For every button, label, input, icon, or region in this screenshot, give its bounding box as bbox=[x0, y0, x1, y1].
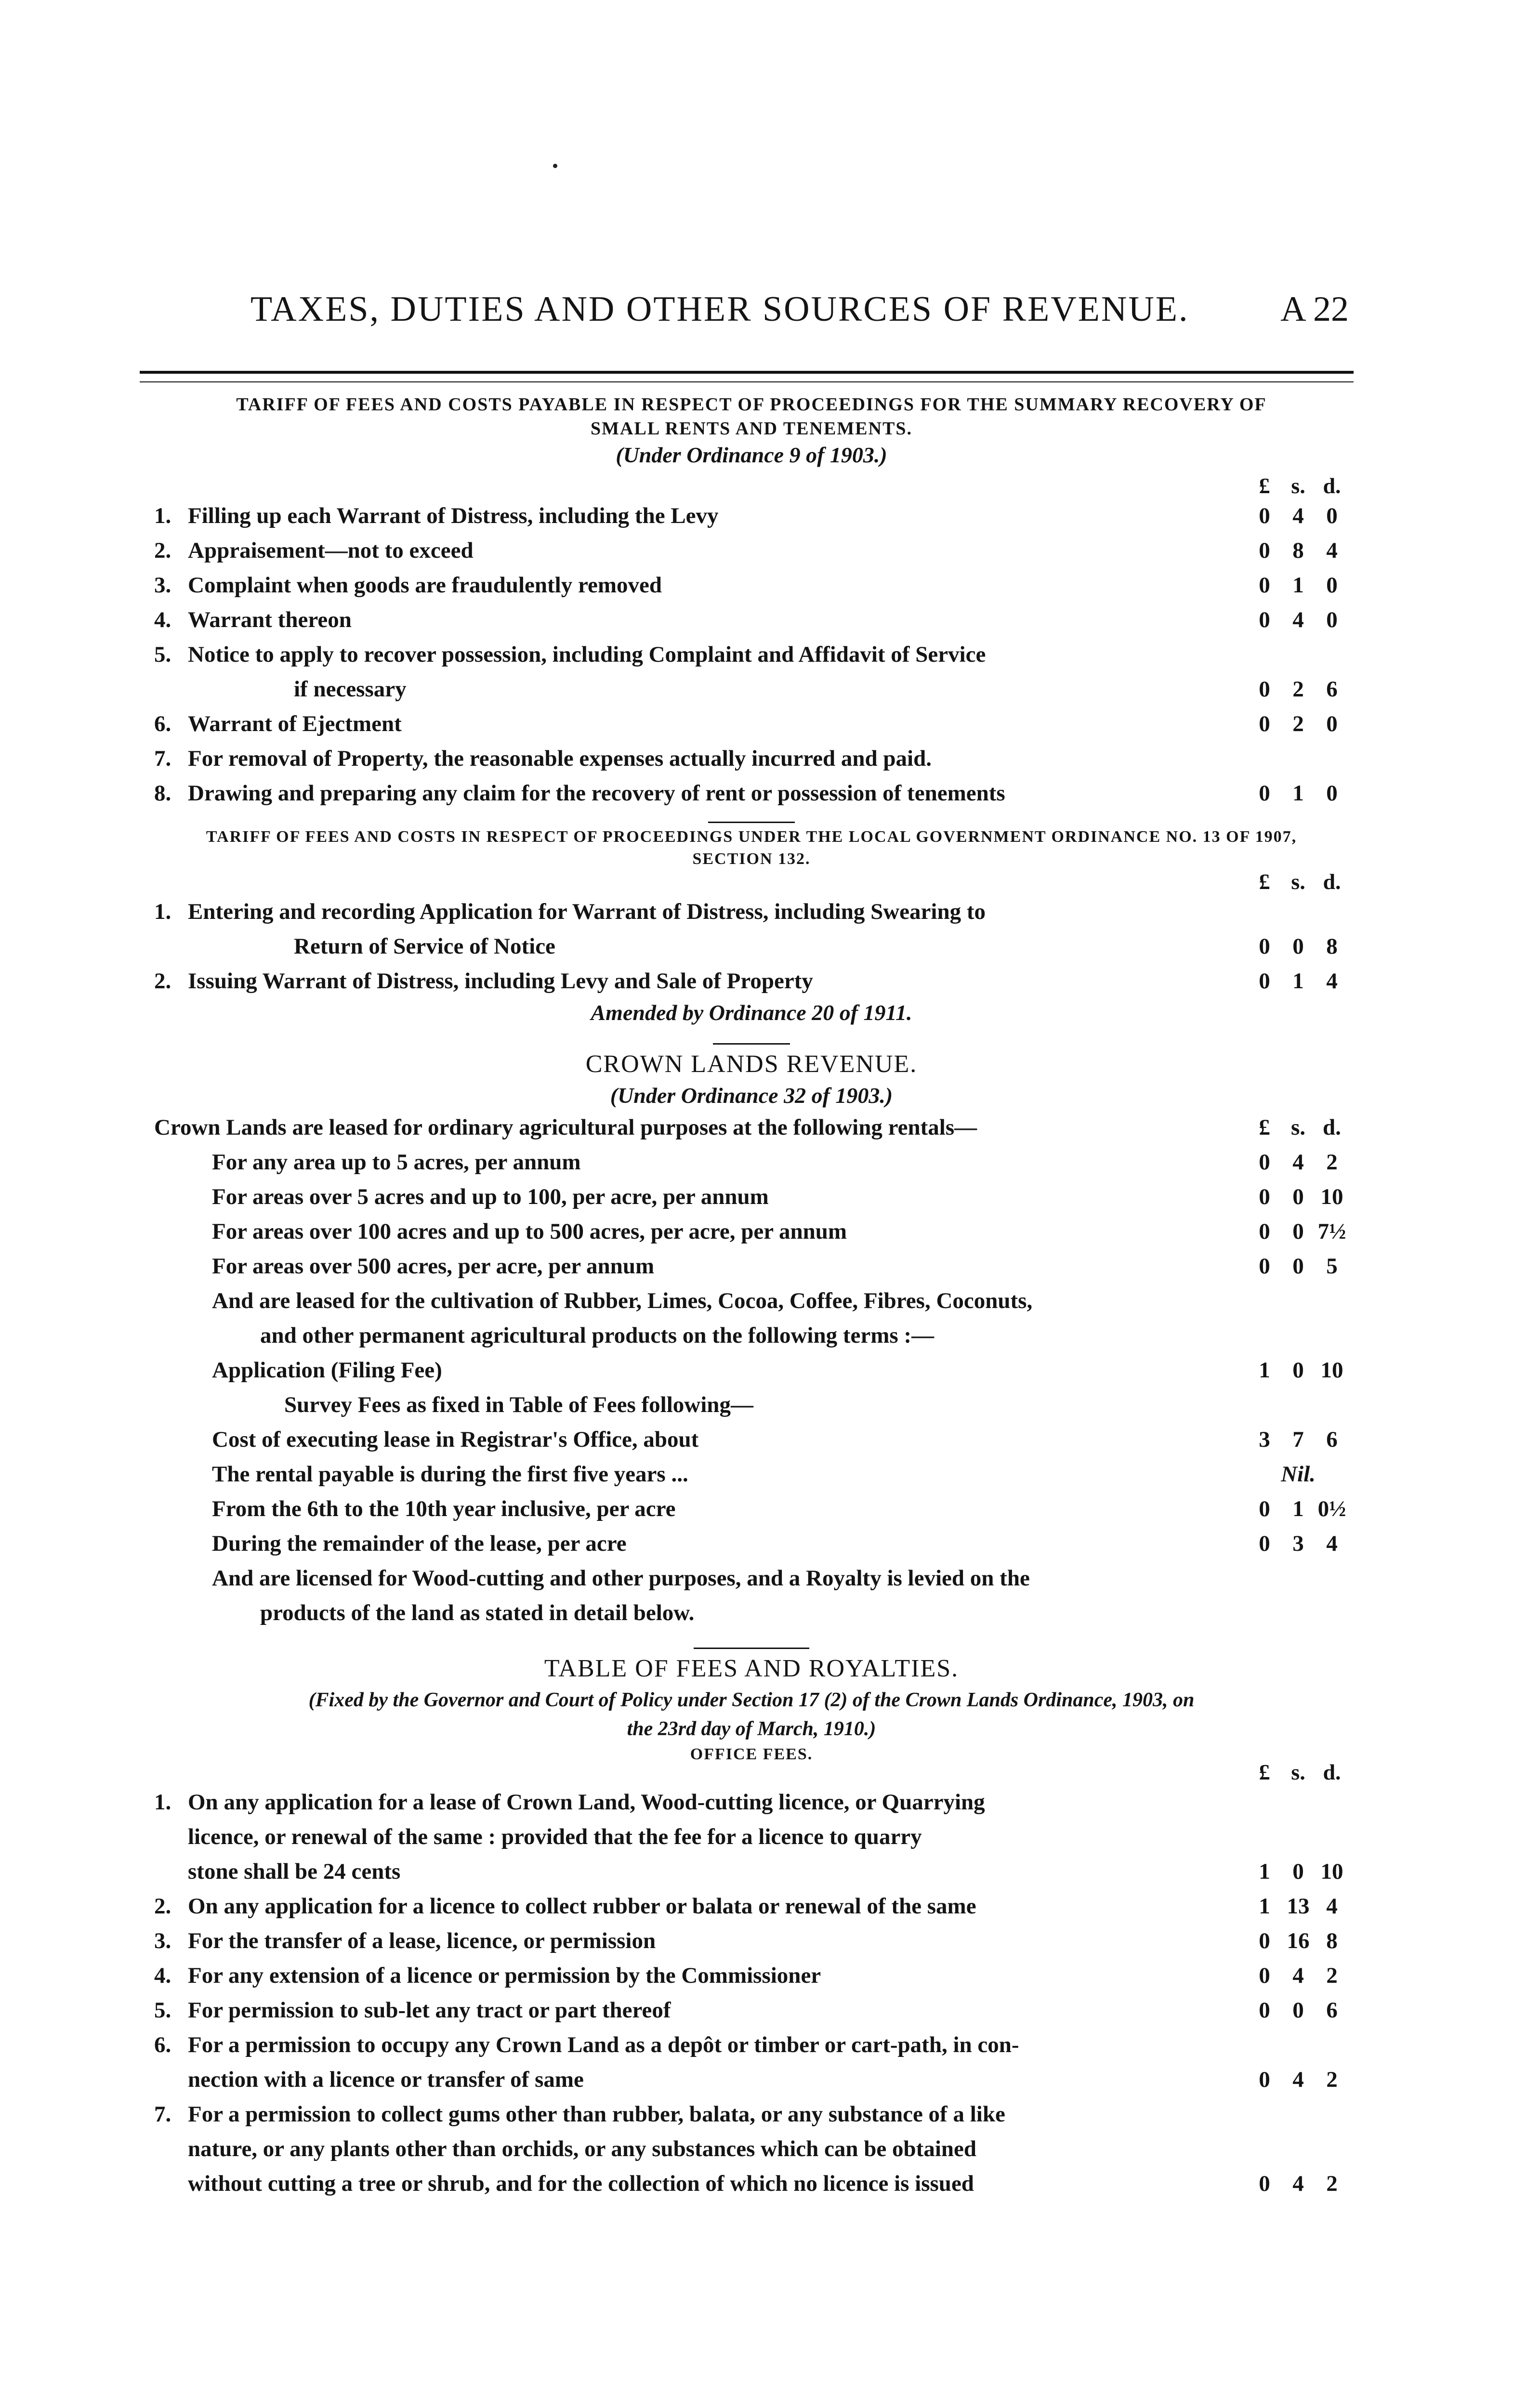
amount-d: 4 bbox=[1326, 1531, 1338, 1556]
amount bbox=[1248, 2166, 1349, 2201]
fee-row bbox=[154, 2028, 1349, 2062]
amount-s: 2 bbox=[1292, 711, 1304, 736]
item-text: without cutting a tree or shrub, and for the collection of which no licence is issued bbox=[188, 2171, 974, 2196]
amount-s: 0 bbox=[1292, 1219, 1304, 1244]
section2-title: TARIFF OF FEES AND COSTS IN RESPECT OF PROCEEDINGS UNDER THE LOCAL GOVERNMENT ORDINANCE NO. 13 OF 1907, SECTION 132. bbox=[206, 828, 1297, 868]
section4-title: TABLE OF FEES AND ROYALTIES. bbox=[544, 1655, 959, 1682]
term-row bbox=[154, 1387, 1349, 1422]
fee-row bbox=[154, 2132, 1349, 2166]
item-text: For areas over 5 acres and up to 100, per acre, per annum bbox=[212, 1184, 769, 1209]
amount-l: 0 bbox=[1259, 1963, 1270, 1988]
section3-subtitle: (Under Ordinance 32 of 1903.) bbox=[610, 1083, 893, 1108]
amount-s: 0 bbox=[1292, 1998, 1304, 2023]
amount bbox=[1248, 1526, 1349, 1561]
tariff-row bbox=[154, 964, 1349, 998]
item-text: Entering and recording Application for Warrant of Distress, including Swearing to bbox=[188, 899, 986, 924]
item-text: Filling up each Warrant of Distress, including the Levy bbox=[188, 503, 719, 528]
tariff-row bbox=[154, 776, 1349, 811]
amount bbox=[1248, 533, 1349, 568]
amount bbox=[1248, 672, 1349, 707]
amount-s: 0 bbox=[1292, 934, 1304, 959]
item-text: For any area up to 5 acres, per annum bbox=[212, 1150, 581, 1175]
term-row bbox=[154, 1526, 1349, 1561]
amount bbox=[1248, 707, 1349, 741]
amount-d: 10 bbox=[1320, 1859, 1343, 1884]
amount bbox=[1248, 1249, 1349, 1283]
tariff-row bbox=[154, 533, 1349, 568]
fee-row bbox=[154, 2062, 1349, 2097]
amount-l: 1 bbox=[1259, 1358, 1270, 1383]
item-text: Warrant thereon bbox=[188, 607, 352, 632]
amount-d: 4 bbox=[1326, 538, 1338, 563]
amount bbox=[1248, 929, 1349, 964]
amount-d: 0 bbox=[1326, 781, 1338, 806]
item-number: 7. bbox=[154, 746, 171, 771]
amount-d: 8 bbox=[1326, 934, 1338, 959]
item-text: For removal of Property, the reasonable expenses actually incurred and paid. bbox=[188, 746, 932, 771]
amount-d: 4 bbox=[1326, 968, 1338, 994]
amount-s: 4 bbox=[1292, 607, 1304, 632]
section1-subtitle: (Under Ordinance 9 of 1903.) bbox=[616, 443, 887, 467]
amount-l: 3 bbox=[1259, 1427, 1270, 1452]
item-number: 6. bbox=[154, 711, 171, 736]
item-text: Application (Filing Fee) bbox=[212, 1358, 442, 1383]
amount bbox=[1248, 776, 1349, 811]
amount bbox=[1248, 498, 1349, 533]
cultivation-line-2: and other permanent agricultural products on the following terms :— bbox=[260, 1323, 935, 1348]
amount-l: 0 bbox=[1259, 1531, 1270, 1556]
header-rule bbox=[140, 371, 1354, 382]
amount-l: 0 bbox=[1259, 1184, 1270, 1209]
item-text: Return of Service of Notice bbox=[294, 934, 555, 959]
item-text: Complaint when goods are fraudulently removed bbox=[188, 573, 662, 598]
amount bbox=[1248, 568, 1349, 602]
fee-row bbox=[154, 1993, 1349, 2028]
amount-s: 4 bbox=[1292, 1963, 1304, 1988]
item-text: Notice to apply to recover possession, including Complaint and Affidavit of Service bbox=[188, 642, 986, 667]
amount-d: 10 bbox=[1320, 1358, 1343, 1383]
item-number: 2. bbox=[154, 1894, 171, 1919]
tariff-row bbox=[154, 707, 1349, 741]
amount-s: 0 bbox=[1292, 1184, 1304, 1209]
amount-l: 0 bbox=[1259, 607, 1270, 632]
amount bbox=[1248, 602, 1349, 637]
item-text: Issuing Warrant of Distress, including Levy and Sale of Property bbox=[188, 968, 813, 994]
amount-nil: Nil. bbox=[1281, 1462, 1316, 1487]
item-number: 1. bbox=[154, 503, 171, 528]
item-text: nature, or any plants other than orchids, or any substances which can be obtained bbox=[188, 2136, 977, 2161]
amount-s: 1 bbox=[1292, 1496, 1304, 1521]
amount-s: 16 bbox=[1287, 1928, 1310, 1953]
amount-d: 7½ bbox=[1317, 1219, 1346, 1244]
amount-header: £ s. d. bbox=[1259, 869, 1341, 894]
section4-subtitle-2: the 23rd day of March, 1910.) bbox=[627, 1718, 876, 1740]
amount-s: 7 bbox=[1292, 1427, 1304, 1452]
amount bbox=[1248, 1924, 1349, 1958]
item-text: nection with a licence or transfer of same bbox=[188, 2067, 584, 2092]
item-text: For the transfer of a lease, licence, or permission bbox=[188, 1928, 656, 1953]
amount bbox=[1248, 1457, 1349, 1492]
amount-l: 0 bbox=[1259, 1254, 1270, 1279]
rental-row bbox=[154, 1249, 1349, 1283]
amount-l: 0 bbox=[1259, 1496, 1270, 1521]
amount-l: 0 bbox=[1259, 934, 1270, 959]
amount-d: 5 bbox=[1326, 1254, 1338, 1279]
fee-row bbox=[154, 1889, 1349, 1924]
amount-s: 2 bbox=[1292, 677, 1304, 702]
amount bbox=[1248, 1492, 1349, 1526]
office-fees-heading: OFFICE FEES. bbox=[690, 1745, 813, 1763]
amount-header: £ s. d. bbox=[1259, 473, 1341, 498]
item-text: During the remainder of the lease, per acre bbox=[212, 1531, 627, 1556]
amount-l: 1 bbox=[1259, 1894, 1270, 1919]
item-text: From the 6th to the 10th year inclusive, per acre bbox=[212, 1496, 676, 1521]
amount-s: 1 bbox=[1292, 781, 1304, 806]
fee-row bbox=[154, 1819, 1349, 1854]
amount bbox=[1248, 1993, 1349, 2028]
amount-s: 4 bbox=[1292, 2171, 1304, 2196]
term-row bbox=[154, 1492, 1349, 1526]
item-number: 2. bbox=[154, 968, 171, 994]
amount-s: 0 bbox=[1292, 1254, 1304, 1279]
tariff-row-cont bbox=[154, 929, 1349, 964]
tariff-row bbox=[154, 894, 1349, 929]
rental-row bbox=[154, 1179, 1349, 1214]
amount-l: 1 bbox=[1259, 1859, 1270, 1884]
amount-d: 0½ bbox=[1317, 1496, 1346, 1521]
amount-l: 0 bbox=[1259, 1998, 1270, 2023]
amount-l: 0 bbox=[1259, 781, 1270, 806]
amount-d: 2 bbox=[1326, 2067, 1338, 2092]
licensed-line-1: And are licensed for Wood-cutting and other purposes, and a Royalty is levied on the bbox=[212, 1566, 1030, 1591]
item-text: if necessary bbox=[294, 677, 407, 702]
fee-row bbox=[154, 2097, 1349, 2132]
item-text: For a permission to collect gums other than rubber, balata, or any substance of a like bbox=[188, 2102, 1005, 2127]
amount bbox=[1248, 1145, 1349, 1179]
amount-l: 0 bbox=[1259, 1219, 1270, 1244]
item-text: For areas over 100 acres and up to 500 acres, per acre, per annum bbox=[212, 1219, 847, 1244]
item-number: 4. bbox=[154, 607, 171, 632]
item-text: Cost of executing lease in Registrar's Office, about bbox=[212, 1427, 699, 1452]
amount-s: 3 bbox=[1292, 1531, 1304, 1556]
amount-l: 0 bbox=[1259, 2067, 1270, 2092]
amount-s: 4 bbox=[1292, 503, 1304, 528]
amount bbox=[1248, 1854, 1349, 1889]
licensed-line-2: products of the land as stated in detail below. bbox=[260, 1600, 695, 1625]
term-row bbox=[154, 1457, 1349, 1492]
rental-row bbox=[154, 1145, 1349, 1179]
amount-s: 8 bbox=[1292, 538, 1304, 563]
item-number: 8. bbox=[154, 781, 171, 806]
amount-d: 10 bbox=[1320, 1184, 1343, 1209]
item-number: 5. bbox=[154, 1998, 171, 2023]
item-text: On any application for a licence to collect rubber or balata or renewal of the same bbox=[188, 1894, 976, 1919]
amount-d: 6 bbox=[1326, 677, 1338, 702]
amount-l: 0 bbox=[1259, 1150, 1270, 1175]
amount bbox=[1248, 964, 1349, 998]
item-number: 7. bbox=[154, 2102, 171, 2127]
amount-s: 13 bbox=[1287, 1894, 1310, 1919]
fee-row bbox=[154, 1854, 1349, 1889]
amount-l: 0 bbox=[1259, 2171, 1270, 2196]
running-header bbox=[250, 289, 1349, 342]
amount-l: 0 bbox=[1259, 1928, 1270, 1953]
amount-l: 0 bbox=[1259, 677, 1270, 702]
amount-l: 0 bbox=[1259, 573, 1270, 598]
amount-d: 6 bbox=[1326, 1427, 1338, 1452]
crown-lands-intro: Crown Lands are leased for ordinary agricultural purposes at the following rentals— £ s. d. bbox=[154, 1115, 1341, 1140]
item-text: Survey Fees as fixed in Table of Fees following— bbox=[284, 1392, 753, 1417]
item-number: 5. bbox=[154, 642, 171, 667]
fee-row bbox=[154, 2166, 1349, 2201]
item-number: 4. bbox=[154, 1963, 171, 1988]
rental-row bbox=[154, 1214, 1349, 1249]
fee-row bbox=[154, 1958, 1349, 1993]
section-small-rents bbox=[154, 393, 1349, 811]
tariff-row bbox=[154, 498, 1349, 533]
tariff-row bbox=[154, 568, 1349, 602]
amount-s: 0 bbox=[1292, 1859, 1304, 1884]
item-number: 1. bbox=[154, 1790, 171, 1815]
amount-l: 0 bbox=[1259, 503, 1270, 528]
amount-d: 6 bbox=[1326, 1998, 1338, 2023]
section-local-government bbox=[154, 819, 1349, 1027]
item-number: 1. bbox=[154, 899, 171, 924]
amount-s: 4 bbox=[1292, 1150, 1304, 1175]
fee-row bbox=[154, 1785, 1349, 1819]
amount-d: 2 bbox=[1326, 2171, 1338, 2196]
item-text: For areas over 500 acres, per acre, per annum bbox=[212, 1254, 655, 1279]
tariff-row bbox=[154, 602, 1349, 637]
amount bbox=[1248, 1214, 1349, 1249]
amount-s: 1 bbox=[1292, 573, 1304, 598]
item-text: For permission to sub-let any tract or part thereof bbox=[188, 1998, 671, 2023]
cultivation-line-1: And are leased for the cultivation of Rubber, Limes, Cocoa, Coffee, Fibres, Coconuts, bbox=[212, 1288, 1033, 1313]
amount bbox=[1248, 1422, 1349, 1457]
amount-d: 0 bbox=[1326, 503, 1338, 528]
item-text: stone shall be 24 cents bbox=[188, 1859, 401, 1884]
item-text: On any application for a lease of Crown Land, Wood-cutting licence, or Quarrying bbox=[188, 1790, 985, 1815]
amount bbox=[1248, 2062, 1349, 2097]
amount-d: 0 bbox=[1326, 711, 1338, 736]
item-text: For a permission to occupy any Crown Land as a depôt or timber or cart-path, in con- bbox=[188, 2032, 1019, 2057]
amount-d: 0 bbox=[1326, 607, 1338, 632]
amount-d: 2 bbox=[1326, 1150, 1338, 1175]
amount-l: 0 bbox=[1259, 711, 1270, 736]
amount-d: 8 bbox=[1326, 1928, 1338, 1953]
item-text: Appraisement—not to exceed bbox=[188, 538, 474, 563]
amount bbox=[1248, 1889, 1349, 1924]
item-number: 3. bbox=[154, 573, 171, 598]
item-text: Warrant of Ejectment bbox=[188, 711, 402, 736]
amount-l: 0 bbox=[1259, 968, 1270, 994]
item-text: Drawing and preparing any claim for the recovery of rent or possession of tenements bbox=[188, 781, 1005, 806]
tariff-row bbox=[154, 637, 1349, 672]
amount-l: 0 bbox=[1259, 538, 1270, 563]
item-number: 6. bbox=[154, 2032, 171, 2057]
ink-dot bbox=[553, 164, 557, 168]
amount-s: 1 bbox=[1292, 968, 1304, 994]
item-text: For any extension of a licence or permission by the Commissioner bbox=[188, 1963, 821, 1988]
amount-s: 0 bbox=[1292, 1358, 1304, 1383]
item-number: 3. bbox=[154, 1928, 171, 1953]
amount-s: 4 bbox=[1292, 2067, 1304, 2092]
item-text: licence, or renewal of the same : provided that the fee for a licence to quarry bbox=[188, 1824, 922, 1849]
amount-header: £ s. d. bbox=[1259, 1760, 1341, 1784]
item-number: 2. bbox=[154, 538, 171, 563]
section-fees-royalties bbox=[154, 1645, 1349, 2201]
term-row bbox=[154, 1353, 1349, 1387]
section3-title: CROWN LANDS REVENUE. bbox=[585, 1050, 918, 1078]
item-text: The rental payable is during the first five years ... bbox=[212, 1462, 688, 1487]
tariff-row bbox=[154, 741, 1349, 776]
section-crown-lands bbox=[154, 1040, 1349, 1630]
section2-amended: Amended by Ordinance 20 of 1911. bbox=[591, 1000, 912, 1025]
amount bbox=[1248, 1353, 1349, 1387]
term-row bbox=[154, 1422, 1349, 1457]
fee-row bbox=[154, 1924, 1349, 1958]
page-title: TAXES, DUTIES AND OTHER SOURCES OF REVENUE. bbox=[250, 289, 1189, 329]
section4-subtitle-1: (Fixed by the Governor and Court of Policy under Section 17 (2) of the Crown Lands Ordinance, 1903, on bbox=[308, 1689, 1195, 1711]
tariff-row-cont bbox=[154, 672, 1349, 707]
section1-title: TARIFF OF FEES AND COSTS PAYABLE IN RESPECT OF PROCEEDINGS FOR THE SUMMARY RECOVERY OF SMALL RENTS AND TENEMENTS. bbox=[236, 394, 1267, 439]
amount bbox=[1248, 1179, 1349, 1214]
amount-d: 0 bbox=[1326, 573, 1338, 598]
amount bbox=[1248, 1958, 1349, 1993]
amount-d: 4 bbox=[1326, 1894, 1338, 1919]
amount-d: 2 bbox=[1326, 1963, 1338, 1988]
page-number: A 22 bbox=[1280, 289, 1349, 329]
